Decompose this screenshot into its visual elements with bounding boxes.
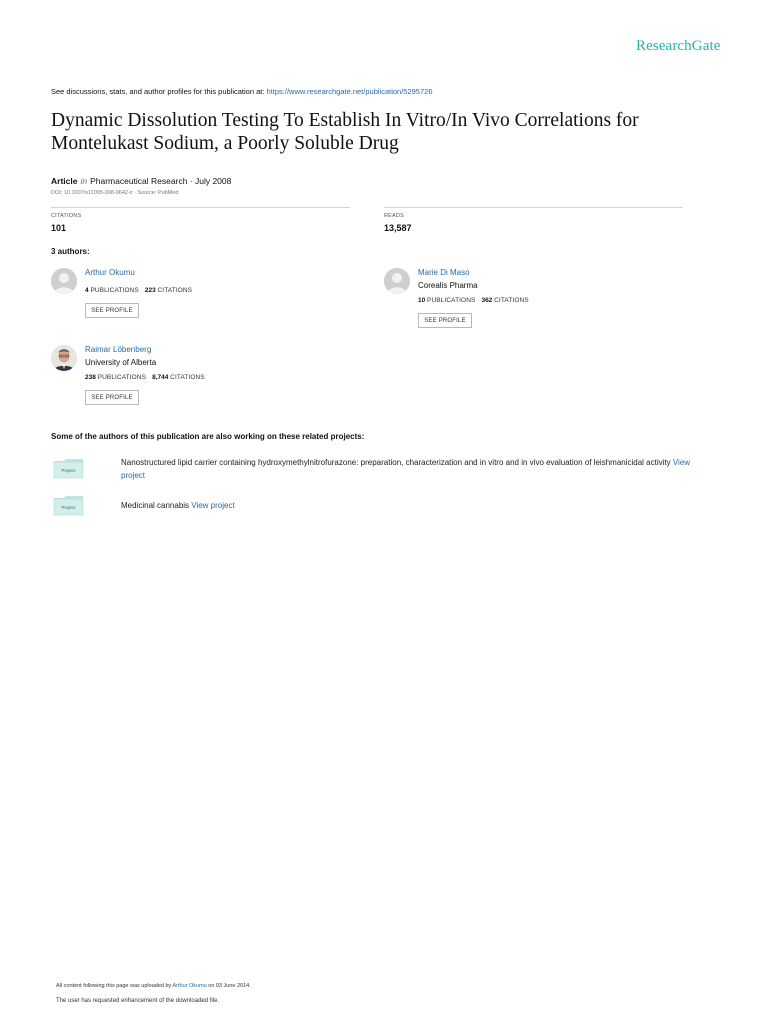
default-avatar-icon[interactable]	[51, 268, 77, 294]
view-project-link[interactable]: View project	[191, 501, 235, 510]
author-stats	[85, 287, 198, 294]
uploader-link[interactable]: Arthur Okumu	[172, 983, 207, 989]
citations-value: 101	[51, 223, 67, 233]
publications-label: PUBLICATIONS	[97, 374, 147, 381]
project-icon-label: Project	[61, 468, 76, 473]
author-publications-count: 10	[418, 297, 426, 304]
citations-divider	[51, 207, 350, 208]
paper-title-line2: Montelukast Sodium, a Poorly Soluble Drug	[51, 133, 399, 154]
paper-meta	[51, 176, 231, 186]
paper-journal: Pharmaceutical Research · July 2008	[90, 176, 232, 186]
author-citations-count: 223	[144, 287, 156, 294]
url-prefix-text: See discussions, stats, and author profiles for this publication at:	[51, 87, 267, 96]
project-folder-icon[interactable]	[53, 494, 84, 516]
author-name-link[interactable]: Marie Di Maso	[418, 268, 470, 277]
upload-note	[56, 983, 251, 989]
citations-label: CITATIONS	[157, 287, 193, 294]
publication-url-line	[51, 87, 433, 96]
citations-label: CITATIONS	[170, 374, 205, 381]
authors-heading: 3 authors:	[51, 247, 90, 256]
default-avatar-icon[interactable]	[384, 268, 410, 294]
author-institution: University of Alberta	[85, 358, 157, 367]
enhancement-note: The user has requested enhancement of the downloaded file.	[56, 998, 220, 1004]
author-name-link[interactable]: Raimar Löbenberg	[85, 345, 152, 354]
author-publications-count: 4	[85, 287, 89, 294]
publications-label: PUBLICATIONS	[427, 297, 476, 304]
citations-label: CITATIONS	[51, 213, 82, 219]
author-citations-count: 362	[481, 297, 493, 304]
see-profile-button[interactable]: SEE PROFILE	[85, 303, 139, 318]
author-name-link[interactable]: Arthur Okumu	[85, 268, 135, 277]
view-project-link-cont[interactable]: project	[121, 471, 146, 480]
person-photo-icon[interactable]	[51, 345, 77, 371]
paper-in-word: in	[80, 176, 88, 186]
view-project-link[interactable]: View	[672, 458, 691, 467]
author-stats	[418, 297, 535, 304]
author-citations-count: 8,744	[152, 374, 169, 381]
upload-prefix: All content following this page was uploaded by	[56, 983, 173, 989]
related-projects-heading: Some of the authors of this publication are also working on these related projects:	[51, 432, 365, 441]
project-title: Medicinal cannabis	[121, 501, 192, 510]
publications-label: PUBLICATIONS	[90, 287, 139, 294]
author-publications-count: 238	[85, 374, 96, 381]
paper-type: Article	[51, 176, 78, 186]
project-folder-icon[interactable]	[53, 457, 84, 479]
see-profile-button[interactable]: SEE PROFILE	[418, 313, 472, 328]
reads-label: READS	[384, 213, 404, 219]
author-stats	[85, 374, 211, 381]
project-item	[121, 499, 721, 512]
see-profile-button[interactable]: SEE PROFILE	[85, 390, 139, 405]
project-title: Nanostructured lipid carrier containing hydroxymethylnitrofurazone: preparation, characterization and in vitro and in vivo evaluation of leishmanicidal activity	[121, 458, 673, 467]
upload-suffix: on 03 June 2014.	[206, 983, 251, 989]
project-item	[121, 456, 721, 482]
paper-title-line1: Dynamic Dissolution Testing To Establish In Vitro/In Vivo Correlations for	[51, 110, 639, 131]
researchgate-logo[interactable]: ResearchGate	[636, 38, 721, 54]
publication-url-link[interactable]: https://www.researchgate.net/publication/5295726	[266, 87, 433, 96]
citations-label: CITATIONS	[494, 297, 529, 304]
reads-value: 13,587	[384, 223, 412, 233]
reads-divider	[384, 207, 683, 208]
paper-doi: DOI: 10.1007/s11095-008-9642-z · Source: PubMed	[51, 190, 179, 196]
paper-title	[51, 109, 731, 155]
author-institution: Corealis Pharma	[418, 281, 478, 290]
project-icon-label: Project	[61, 505, 76, 510]
